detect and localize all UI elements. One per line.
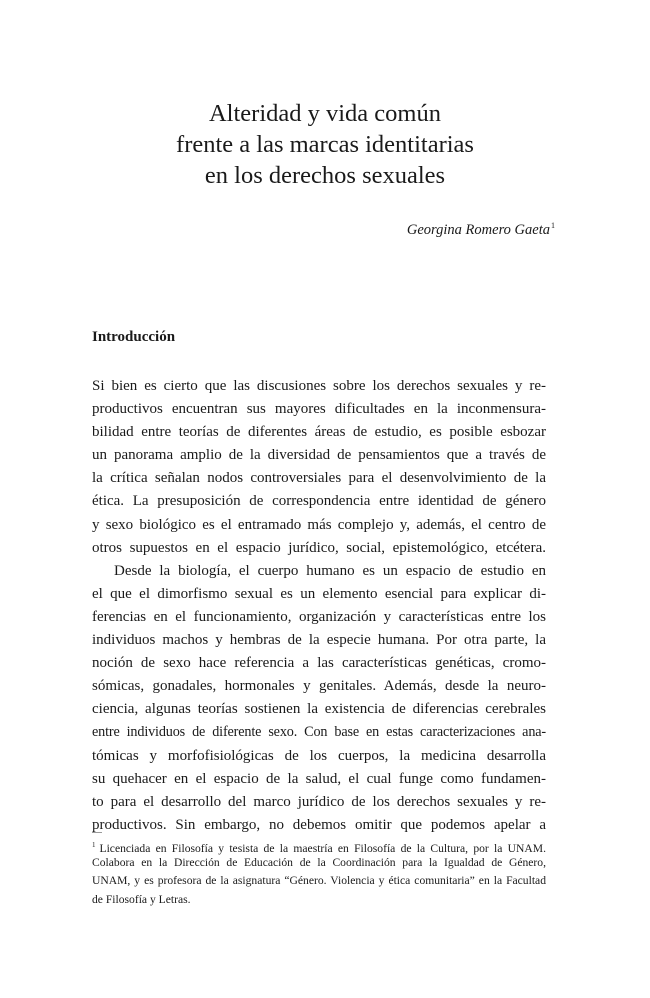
- author-byline: [407, 221, 555, 239]
- body-line: noción de sexo hace referencia a las características genéticas, cromo-: [92, 655, 546, 672]
- body-line: productivos encuentran sus mayores dificultades en la inconmensura-: [92, 401, 546, 418]
- body-line: bilidad entre teorías de diferentes áreas de estudio, es posible esbozar: [92, 424, 546, 441]
- footnote-line: Colabora en la Dirección de Educación de la Coordinación para la Igualdad de Género,: [92, 856, 546, 870]
- body-line: un panorama amplio de la diversidad de pensamientos que a través de: [92, 447, 546, 464]
- body-text: [92, 375, 546, 837]
- footnote-line: de Filosofía y Letras.: [92, 892, 191, 906]
- body-line: el que el dimorfismo sexual es un elemento esencial para explicar di-: [92, 585, 546, 602]
- chapter-title-line-2: frente a las marcas identitarias: [176, 131, 474, 158]
- body-line: productivos. Sin embargo, no debemos omitir que podemos apelar a: [92, 816, 546, 833]
- body-line: ética. La presuposición de correspondencia entre identidad de género: [92, 493, 546, 510]
- footnote-line-text: Licenciada en Filosofía y tesista de la maestría en Filosofía de la Cultura, por la UNAM.: [99, 842, 546, 855]
- footnote-number: 1: [92, 841, 96, 849]
- body-line: tómicas y morfofisiológicas de los cuerpos, la medicina desarrolla: [92, 747, 546, 764]
- body-line: su quehacer en el espacio de la salud, el cual funge como fundamen-: [92, 770, 546, 787]
- chapter-title-line-1: Alteridad y vida común: [208, 100, 441, 127]
- body-line: ciencia, algunas teorías sostienen la existencia de diferencias cerebrales: [92, 701, 546, 718]
- body-line: individuos machos y hembras de la especie humana. Por otra parte, la: [92, 632, 546, 649]
- chapter-title: [90, 98, 560, 191]
- body-line: y sexo biológico es el entramado más complejo y, además, el centro de: [92, 516, 546, 533]
- body-line: to para el desarrollo del marco jurídico de los derechos sexuales y re-: [92, 793, 546, 810]
- footnote-divider: [92, 832, 102, 833]
- footnote-line: [92, 836, 546, 854]
- body-line: Desde la biología, el cuerpo humano es un espacio de estudio en: [114, 562, 546, 579]
- chapter-title-line-3: en los derechos sexuales: [204, 162, 446, 189]
- body-line: entre individuos de diferente sexo. Con base en estas caracterizaciones ana-: [92, 724, 546, 741]
- footnote-line: UNAM, y es profesora de la asignatura “Género. Violencia y ética comunitaria” en la Facultad: [92, 874, 546, 888]
- footnote: [92, 836, 546, 909]
- author-name: Georgina Romero Gaeta: [406, 222, 550, 238]
- body-line: ferencias en el funcionamiento, organización y características entre los: [92, 608, 546, 625]
- section-heading: Introducción: [92, 329, 176, 345]
- body-line: la crítica señalan nodos controversiales para el desenvolvimiento de la: [92, 470, 546, 487]
- body-line: sómicas, gonadales, hormonales y genitales. Además, desde la neuro-: [92, 678, 546, 695]
- author-footnote-ref: 1: [551, 221, 555, 230]
- body-line: otros supuestos en el espacio jurídico, social, epistemológico, etcétera.: [92, 539, 546, 556]
- body-line: Si bien es cierto que las discusiones sobre los derechos sexuales y re-: [92, 378, 546, 394]
